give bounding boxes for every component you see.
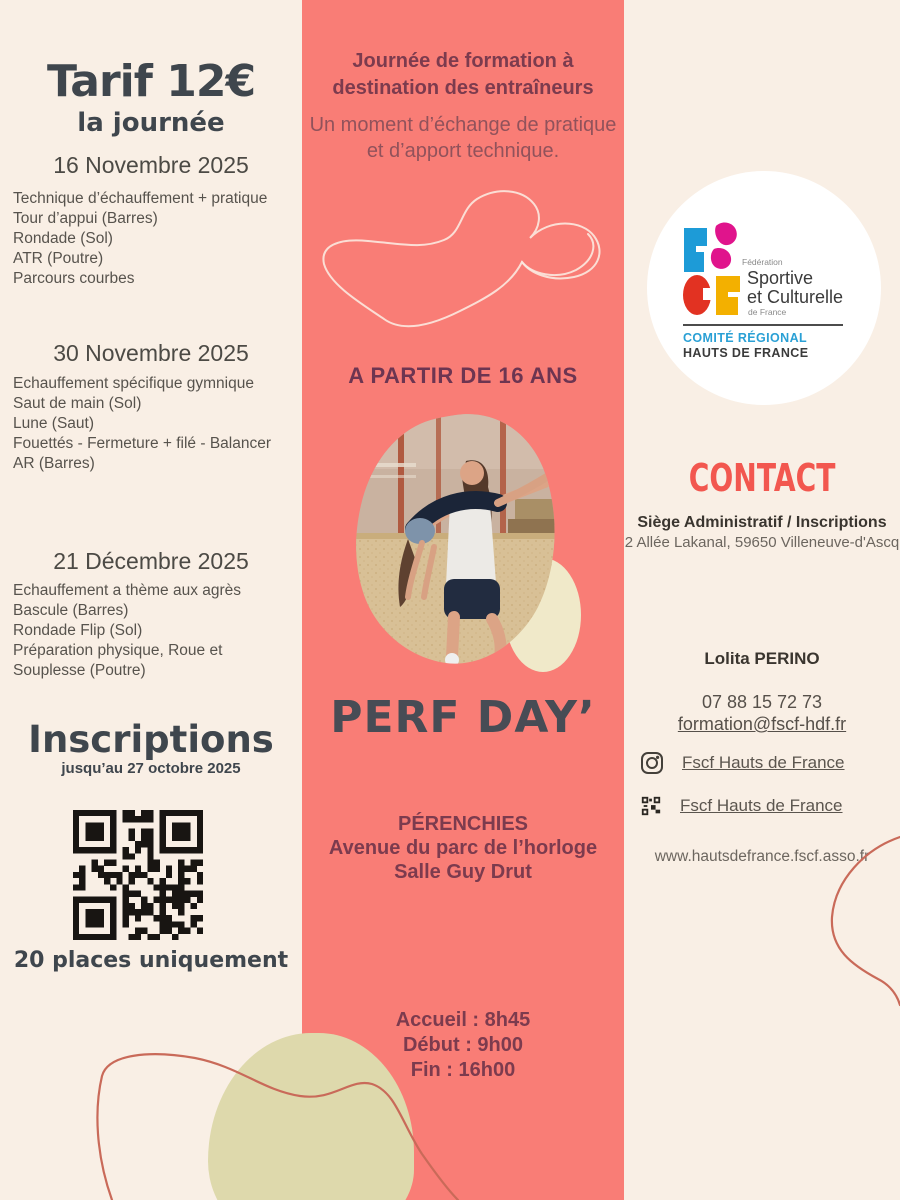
event-subheader-line2: et d’apport technique. — [366, 140, 560, 162]
logo-region-label: HAUTS DE FRANCE — [683, 346, 809, 360]
logo-committee-label: COMITÉ RÉGIONAL — [683, 331, 808, 345]
website-url: www.hautsdefrance.fscf.asso.fr — [654, 848, 870, 865]
program-item: Rondade Flip (Sol) — [13, 622, 143, 639]
schedule-line: Fin : 16h00 — [410, 1059, 516, 1081]
instagram-row — [640, 751, 845, 775]
venue-city: PÉRENCHIES — [397, 813, 529, 835]
places-note: 20 places uniquement — [13, 948, 289, 973]
event-title: PERF DAY’ — [330, 692, 596, 743]
session-date-2: 30 Novembre 2025 — [53, 340, 249, 366]
schedule-line: Accueil : 8h45 — [395, 1009, 531, 1031]
schedule-line: Début : 9h00 — [402, 1034, 524, 1056]
right-column — [624, 0, 900, 1200]
logo-sportive-label: Sportive — [747, 268, 814, 288]
facebook-row — [640, 794, 843, 818]
red-squiggle-bottom-left — [0, 1040, 560, 1200]
logo-culturelle-label: et Culturelle — [747, 287, 844, 307]
hq-address: 2 Allée Lakanal, 59650 Villeneuve-d'Ascq — [624, 534, 900, 551]
program-item: Préparation physique, Roue et Souplesse (Poutre) — [13, 642, 223, 679]
white-loop-squiggle — [310, 180, 616, 338]
session-program-3 — [13, 581, 291, 681]
program-item: ATR (Poutre) — [13, 250, 104, 267]
inscriptions-title: Inscriptions — [28, 718, 274, 761]
logo-de-france-label: de France — [748, 307, 787, 317]
fscf-logo — [647, 171, 881, 405]
event-header-line1: Journée de formation à — [352, 50, 574, 72]
program-item: Rondade (Sol) — [13, 230, 113, 247]
logo-federation-label: Fédération — [742, 257, 783, 267]
qr-link-icon — [640, 795, 662, 817]
fscf-letters-icon — [683, 220, 741, 318]
price-subtitle: la journée — [77, 108, 225, 138]
inscriptions-deadline: jusqu’au 27 octobre 2025 — [61, 760, 241, 777]
venue-street: Avenue du parc de l’horloge — [328, 837, 598, 859]
program-item: Fouettés - Fermeture + filé - Balancer AR (Barres) — [13, 435, 272, 472]
contact-phone: 07 88 15 72 73 — [701, 692, 823, 712]
session-program-2 — [13, 374, 291, 474]
program-item: Echauffement a thème aux agrès — [13, 582, 242, 599]
hq-label: Siège Administratif / Inscriptions — [637, 514, 887, 531]
program-item: Echauffement spécifique gymnique — [13, 375, 254, 392]
age-note: A PARTIR DE 16 ANS — [348, 363, 578, 388]
venue-block — [302, 812, 624, 884]
event-header — [302, 48, 624, 102]
facebook-link[interactable]: Fscf Hauts de France — [680, 796, 843, 815]
contact-title: CONTACT — [688, 456, 836, 500]
program-item: Parcours courbes — [13, 270, 135, 287]
event-subheader — [302, 112, 624, 164]
gymnasts-photo — [350, 411, 563, 668]
left-column — [0, 0, 302, 1200]
contact-email-link[interactable]: formation@fscf-hdf.fr — [677, 714, 847, 734]
event-header-line2: destination des entraîneurs — [332, 77, 594, 99]
session-date-1: 16 Novembre 2025 — [53, 152, 249, 178]
program-item: Tour d’appui (Barres) — [13, 210, 158, 227]
program-item: Bascule (Barres) — [13, 602, 129, 619]
session-date-3: 21 Décembre 2025 — [53, 548, 249, 574]
program-item: Lune (Saut) — [13, 415, 94, 432]
instagram-icon — [640, 751, 664, 775]
session-program-1 — [13, 189, 291, 289]
program-item: Technique d’échauffement + pratique — [13, 190, 268, 207]
logo-divider — [683, 324, 843, 326]
program-item: Saut de main (Sol) — [13, 395, 142, 412]
instagram-link[interactable]: Fscf Hauts de France — [682, 753, 845, 772]
center-panel — [302, 0, 624, 1200]
price-title: Tarif 12€ — [46, 56, 256, 107]
venue-hall: Salle Guy Drut — [394, 861, 532, 883]
contact-name: Lolita PERINO — [704, 649, 820, 668]
qr-code — [73, 810, 203, 940]
red-squiggle-right — [810, 825, 900, 1015]
event-subheader-line1: Un moment d’échange de pratique — [309, 114, 617, 136]
